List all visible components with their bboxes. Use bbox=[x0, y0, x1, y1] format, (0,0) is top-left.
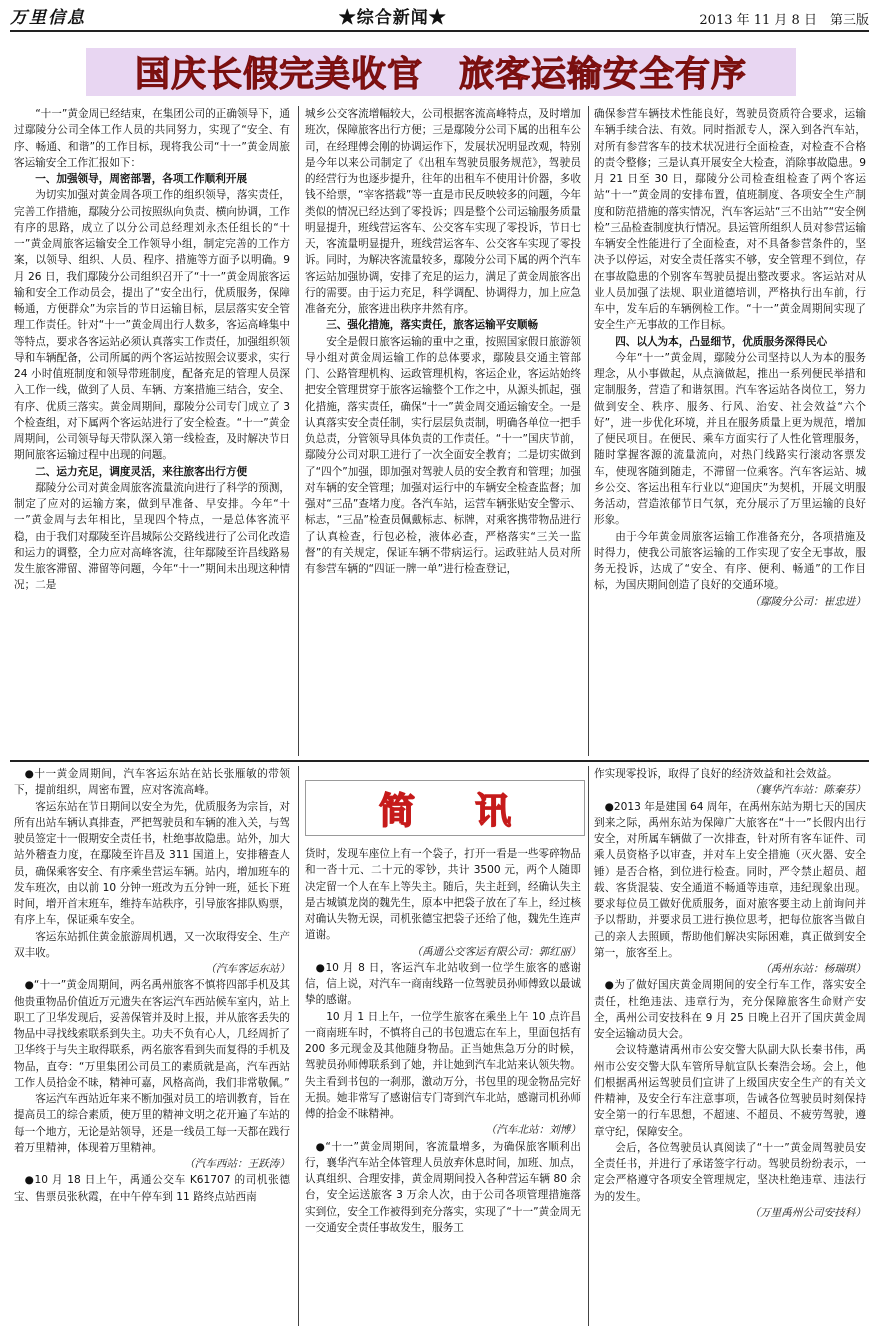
byline: （禹通公交客运有限公司：郭红丽） bbox=[411, 945, 581, 958]
section-heading: 一、加强领导，周密部署，各项工作顺利开展 bbox=[35, 173, 248, 185]
column-divider bbox=[588, 106, 589, 756]
page-number: 第三版 bbox=[829, 13, 869, 28]
paper-name: 万里信息 bbox=[10, 8, 86, 28]
paragraph: 会议特邀请禹州市公安交警大队副大队长秦书伟，禹州市公安交警大队车管所导航宣队长秦浩会场。会上，他们根据禹州运驾驶员们宣讲了上级国庆安全生产的有关文件精神，及安全行车注意事项，告诫各位驾驶员时刻保持安全第一的行车思想，不超速、不超员、不疲劳驾驶，遵章守纪，保障安全。 bbox=[594, 1044, 866, 1138]
byline: （汽车西站：王跃涛） bbox=[184, 1158, 290, 1170]
paragraph: 为切实加强对黄金周各项工作的组织领导，落实责任，完善工作措施，鄢陵分公司按照纵向负责、横向协调，工作有序的思路，成立了以分公司总经理刘永杰任组长的“十一”黄金周旅客运输安全工作领导小组，制定完善的工作方案，以领导、组织、人员、程序、措施等方面予以明确。9 月 26 日，我们鄢陵分公司组织召开了“十一”黄金周旅客运输和安全工作动员会，提出了“安全出行，优质服务，保障畅通，方便群众”为宗旨的节日运输目标，层层落实安全管理工作责任。针对“十一”黄金周出行人数多，客运高峰集中等特点，要求各客运站必须认真落实工作责任，加强组织领导和车辆配备，公司所属的两个客运站按照会议要求，实行 24 小时值班制度和领导带班制度，配备充足的管理人员深入工作一线，做到了人员、车辆、方案措施三结合，安全、有序、优质三落实。黄金周期间，鄢陵分公司专门成立了 3 个检查组，对下属两个客运站进行了安全检查。“十一”黄金周期间，公司领导每天带队深入第一线检查，及时解决节日期间旅客运输过程中出现的问题。 bbox=[14, 189, 290, 462]
paragraph: 确保参营车辆技术性能良好，驾驶员资质符合要求，运输车辆手续合法、有效。同时指派专人，深入到各汽车站，对所有参营客车的技术状况进行全面检查，对检查不合格的责令整修；三是认真开展安全大检查，消除事故隐患。9 月 21 日至 30 日，鄢陵分公司检查组检查了两个客运站“十一”黄金周的安排布置，值班制度、各项安全生产制度和防范措施的落实情况，汽车客运站“三不出站”“安全例检”三品检查制度执行情况。县运管所组织人员对参营运输车辆安全性能进行了全面检查，对不具备参营条件的，坚决予以停运，对安全责任落实不够，安全管理不到位，存在事故隐患的个别客车驾驶员提出整改要求。客运站对从业人员加强了法规、职业道德培训，严格执行出车前，行车中，发车后的车辆例检工作。“十一”黄金周期间实现了安全生产无事故的工作目标。 bbox=[594, 108, 866, 332]
paragraph: ●“十一”黄金周期间，客流量增多，为确保旅客顺利出行，襄华汽车站全体管理人员放弃休息时间，加班、加点，认真组织、合理安排，黄金周期间投入各种营运车辆 80 余台，安全运送旅客 3 万余人次，由于公司各项管理措施落实到位，安全工作被得到充分落实，实现了“十一”黄金周无一交通安全责任事故发生，服务工 bbox=[305, 1140, 581, 1234]
issue-date-text: 2013 年 11 月 8 日 bbox=[699, 13, 817, 28]
paragraph: 客运汽车西站近年来不断加强对员工的培训教育，旨在提高员工的综合素质，使万里的精神文明之花开遍了车站的每一个地方，无论是站领导，还是一线员工每一天都在践行着万里精神，体现着万里精神。 bbox=[14, 1093, 290, 1154]
section-heading: 四、以人为本，凸显细节，优质服务深得民心 bbox=[615, 335, 828, 348]
byline: （万里禹州公司安技科） bbox=[749, 1206, 866, 1219]
section-heading: 二、运力充足，调度灵活，来往旅客出行方便 bbox=[35, 465, 248, 478]
briefs-column-2 bbox=[305, 846, 581, 1326]
lead-article-column-3 bbox=[594, 106, 866, 756]
briefs-column-1 bbox=[14, 766, 290, 1326]
byline: （襄华汽车站：陈秦芬） bbox=[749, 784, 866, 797]
paragraph: “十一”黄金周已经结束，在集团公司的正确领导下，通过鄢陵分公司全体工作人员的共同努力，实现了“安全、有序、畅通、和谐”的工作目标，现将我公司“十一”黄金周旅客运输安全工作汇报如下： bbox=[14, 108, 290, 169]
byline: （鄢陵分公司：崔忠进） bbox=[749, 595, 866, 608]
section-title: ★综合新闻★ bbox=[338, 8, 447, 28]
briefs-title-char-2: 讯 bbox=[475, 790, 512, 832]
section-divider bbox=[10, 760, 869, 762]
byline: （禹州东站：杨瑞琪） bbox=[760, 963, 866, 975]
briefs-title-char-1: 简 bbox=[378, 790, 415, 832]
masthead bbox=[10, 4, 869, 32]
paragraph: 由于今年黄金周旅客运输工作准备充分，各项措施及时得力，使我公司旅客运输的工作实现了安全无事故，服务无投诉，达成了“安全、有序、便利、畅通”的工作目标，为国庆期间创造了良好的交通环境。 bbox=[594, 530, 866, 592]
briefs-column-3 bbox=[594, 766, 866, 1326]
byline: （汽车北站：刘博） bbox=[485, 1124, 581, 1137]
column-divider bbox=[588, 766, 589, 1326]
paragraph: 今年“十一”黄金周，鄢陵分公司坚持以人为本的服务理念，从小事做起，从点滴做起，推出一系列便民举措和定制服务，营造了和谐氛围。汽车客运站各岗位工，努力做到安全、秩序、服务、行风、治安、社会效益“六个好”，进一步优化环境，并且在服务质量上更为规范，增加了便民项目。在便民、乘车方面实行了人性化管理服务，随时掌握客源的流量流向，对热门线路实行滚动客票发车，使现客随到随走，不滞留一位乘客。汽车客运站、城乡公交、客运出租车行业以“迎国庆”为契机，开展文明服务活动，营造浓郁节日气氛，充分展示了万里运输的良好形象。 bbox=[594, 351, 866, 527]
lead-article-column-2 bbox=[305, 106, 581, 756]
paragraph: 鄢陵分公司对黄金周旅客流量流向进行了科学的预测，制定了应对的运输方案，做到早准备、早安排。今年“十一”黄金周与去年相比，呈现四个特点，一是总体客流平稳，由于我们对鄢陵至许昌城际公交路线进行了公司化改造和运力的调整，全力应对高峰客流，往年鄢陵至许昌线路易发生旅客滞留、滞留等问题，今年“十一”期间未出现这种情况；二是 bbox=[14, 481, 290, 592]
paragraph: 安全是假日旅客运输的重中之重，按照国家假日旅游领导小组对黄金周运输工作的总体要求，鄢陵县交通主管部门、公路管理机构、运政管理机构，客运企业，客运站始终把安全管理贯穿于旅客运输整个工作之中，从源头抓起，强化措施，落实责任，确保“十一”黄金周交通运输安全。一是认真落实安全责任制，实行层层负责制，明确各单位一把手负总责，分管领导具体负责的工作责任。“十一”国庆节前，鄢陵分公司对职工进行了一次全面安全教育；二是切实做到了“四个”加强，即加强对驾驶人员的安全教育和管理；加强对车辆的安全管理；加强对运行中的车辆安全检查监督；加强对“三品”查堵力度。各汽车站，运营车辆张贴安全警示、标志，“三品”检查员佩戴标志、标牌，对乘客携带物品进行了认真检查，行包必检，液体必查，严格落实“三关一监督”的有关规定，保证车辆不带病运行。运政驻站人员对所有参营车辆的“四证一牌一单”进行检查登记， bbox=[305, 335, 581, 575]
paragraph: ●为了做好国庆黄金周期间的安全行车工作，落实安全责任，杜绝违法、违章行为，充分保障旅客生命财产安全，禹州公司安技科在 9 月 25 日晚上召开了国庆黄金周安全运输动员大会。 bbox=[594, 979, 866, 1040]
paragraph: ●10 月 8 日，客运汽车北站收到一位学生旅客的感谢信，信上说，对汽车一商南线路一位驾驶员孙师傅致以最诚挚的感谢。 bbox=[305, 961, 581, 1007]
paragraph: 作实现零投诉，取得了良好的经济效益和社会效益。 bbox=[594, 768, 838, 780]
paragraph: ●2013 年是建国 64 周年，在禹州东站为期七天的国庆到来之际，禹州东站为保障广大旅客在“十一”长假内出行安全，对所属车辆做了一次排查，针对所有客车证件、司乘人员资格予以审查，并对车上安全措施（灭火器、安全锤）是否合格，到位进行检查。同时，严令禁止超员、超载、客货混装、安全通道不畅通等违章，违纪现象出现。要求每位员工做好优质服务，面对旅客要主动上前询问并予以帮助，并要求员工进行换位思考，把每位旅客当做自己的亲人去照顾，帮助他们解决实际困难，真正做到安全第一，旅客至上。 bbox=[594, 800, 866, 959]
byline: （汽车客运东站） bbox=[205, 963, 290, 975]
paragraph: 客运东站在节日期间以安全为先，优质服务为宗旨，对所有出站车辆认真排查，严把驾驶员和车辆的准入关，与驾驶员签定十一假期安全责任书，杜绝事故隐患。站外，加大站外稽查力度，在鄢陵至许昌及 311 国道上，安排稽查人员，确保乘客安全、有序乘坐营运车辆。站内，增加班车的发车班次，由以前 10 分钟一班改为五分钟一班，延长下班时间，增开首末班车，维持车站秩序，引导旅客排队购票，有序上车，保证乘车安全。 bbox=[14, 800, 290, 927]
headline-text: 国庆长假完美收官 旅客运输安全有序 bbox=[134, 55, 747, 95]
paragraph: 货时，发现车座位上有一个袋子，打开一看是一些零碎物品和一沓十元、二十元的零钞，共计 3500 元，两个人随即决定留一个人在车上等失主。随后，失主赶到，经确认失主是古城镇龙岗的魏先生，原本中把袋子放在了车上，经过核对确认失物无误，司机张德宝把袋子还给了他，魏先生连声道谢。 bbox=[305, 848, 581, 942]
column-divider bbox=[298, 766, 299, 1326]
lead-article-column-1 bbox=[14, 106, 290, 756]
headline-banner bbox=[86, 48, 796, 96]
briefs-title-box bbox=[305, 780, 585, 836]
paragraph: ●“十一”黄金周期间，两名禹州旅客不慎将四部手机及其他贵重物品价值近万元遗失在客运汽车西站候车室内，站上职工了卫华发现后，妥善保管并及时上报，并从旅客丢失的物品中寻找线索联系到失主。功夫不负有心人，几经周折了卫华终于与失主取得联系，两名旅客看到失而复得的手机及物品，直夸：“万里集团公司员工的素质就是高，汽车西站工作人员拾金不昧，精神可嘉，风格高尚，我们非常敬佩。” bbox=[14, 979, 290, 1089]
issue-date bbox=[699, 9, 869, 28]
paragraph: 城乡公交客流增幅较大，公司根据客流高峰特点，及时增加班次，保障旅客出行方便；三是鄢陵分公司下属的出租车公司，在经理傅会刚的协调运作下，发展状况明显改观，特别是今年以来公司制定了《出租车驾驶员服务规范》，驾驶员的经营行为也逐步提升，往年的出租车不使用计价器，多收钱不给票，“宰客搭载”等一直是市民反映较多的问题，今年类似的情况已经达到了零投诉；四是整个公司运输服务质量明显提升，班线营运客车、公交客车实现了零投诉，节日七天，客流量明显提升，班线营运客车、公交客车实现了零投诉。同时，为解决客流量较多，鄢陵分公司下属的两个汽车客运站加强协调，安排了充足的运力，满足了黄金周旅客出行的需要。由于运力充足，科学调配、协调得力，加上应急准备充分，旅客进出秩序井然有序。 bbox=[305, 108, 581, 315]
paragraph: 客运东站抓住黄金旅游周机遇，又一次取得安全、生产双丰收。 bbox=[14, 930, 290, 959]
paragraph: ●十一黄金周期间，汽车客运东站在站长张雁敏的带领下，提前组织，周密布置，应对客流高峰。 bbox=[14, 768, 290, 797]
paragraph: 会后，各位驾驶员认真阅读了“十一”黄金周驾驶员安全责任书，并进行了承诺签字行动。驾驶员纷纷表示，一定会严格遵守各项安全管理规定，坚决杜绝违章、违法行为的发生。 bbox=[594, 1141, 866, 1203]
column-divider bbox=[298, 106, 299, 756]
section-heading: 三、强化措施，落实责任，旅客运输平安顺畅 bbox=[326, 319, 539, 332]
paragraph: 10 月 1 日上午，一位学生旅客在乘坐上午 10 点许昌一商南班车时，不慎将自己的书包遗忘在车上，里面包括有 200 多元现金及其他随身物品。正当她焦急万分的时候，驾驶员孙师傅联系到了她，并让她到汽车北站来认领失物。失主看到书包的一刹那，激动万分，书包里的现金物品完好无损。她非常写了感谢信专门寄到汽车北站，感谢司机孙师傅的拾金不昧精神。 bbox=[305, 1010, 581, 1120]
paragraph: ●10 月 18 日上午，禹通公交车 K61707 的司机张德宝、售票员张秋霞，在中午停车到 11 路终点站西南 bbox=[14, 1174, 290, 1203]
